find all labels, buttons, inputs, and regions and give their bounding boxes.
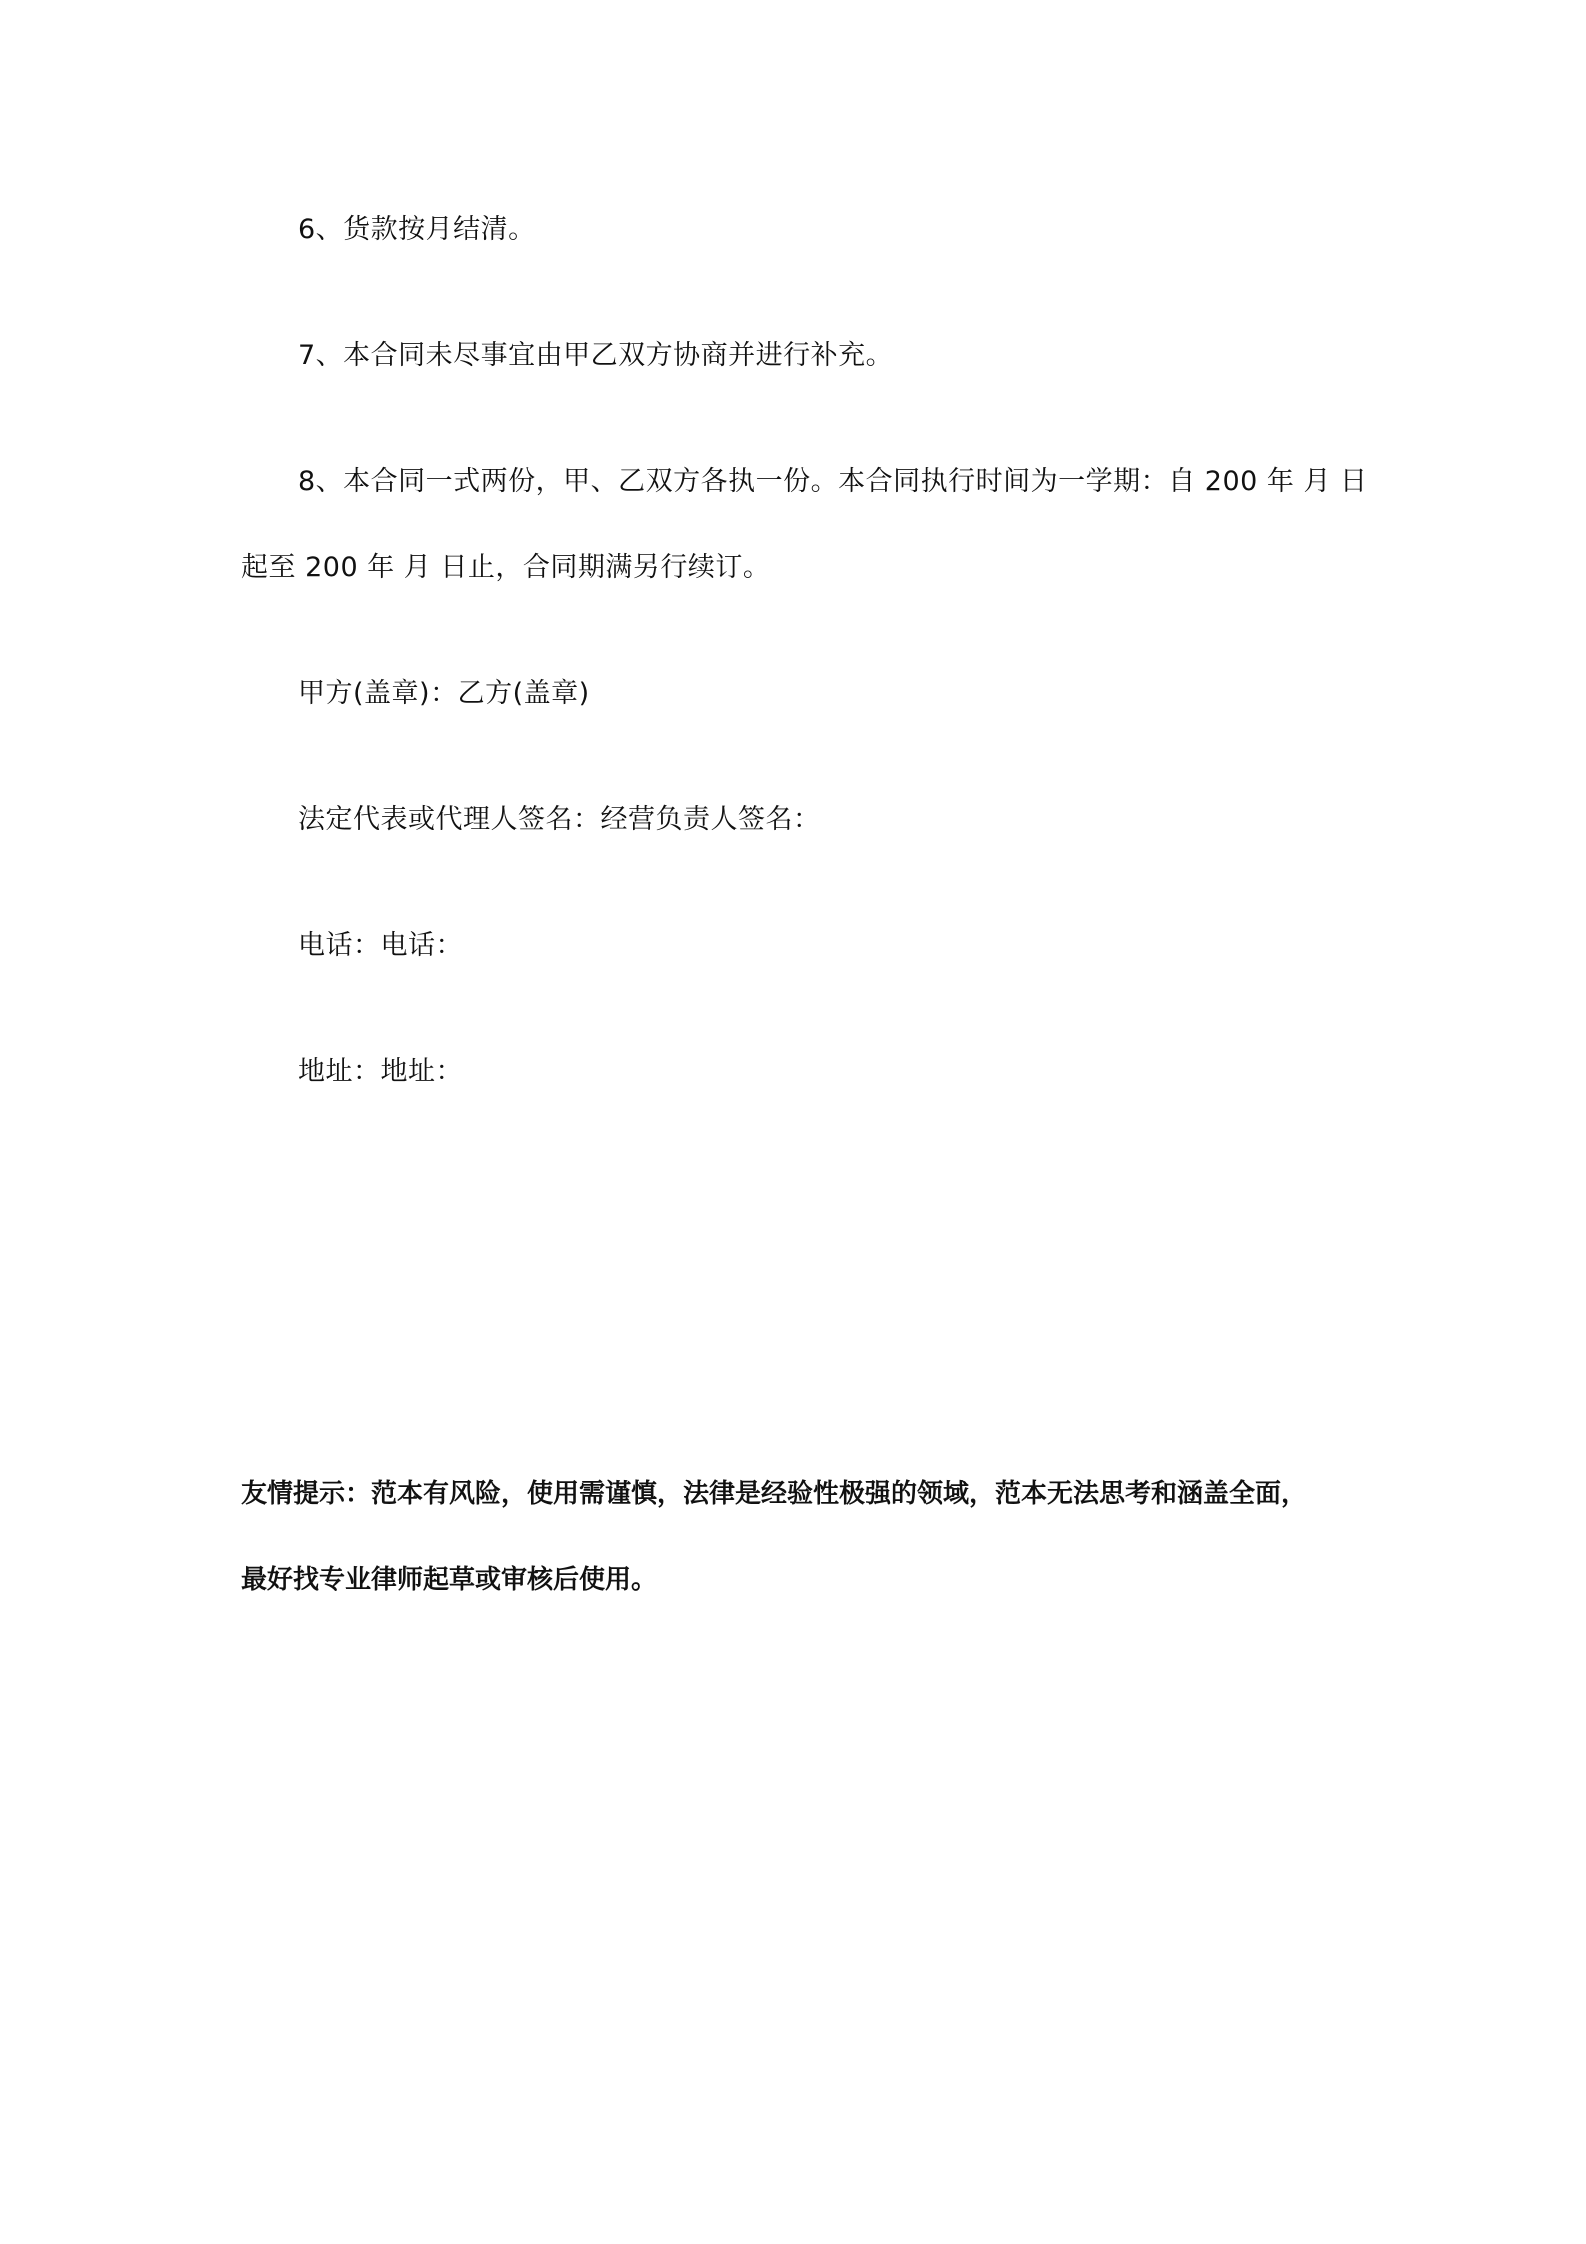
- clause-6: 6、货款按月结清。: [298, 214, 536, 245]
- clause-7: 7、本合同未尽事宜由甲乙双方协商并进行补充。: [298, 340, 894, 371]
- representative-signature-line: 法定代表或代理人签名：经营负责人签名：: [298, 804, 821, 835]
- phone-line: 电话：电话：: [298, 930, 463, 961]
- address-line: 地址：地址：: [298, 1056, 463, 1087]
- clause-8-line-2: 起至 200 年 月 日止，合同期满另行续订。: [241, 552, 771, 583]
- seal-line: 甲方(盖章)：乙方(盖章): [298, 678, 590, 709]
- notice-line-1: 友情提示：范本有风险，使用需谨慎，法律是经验性极强的领域，范本无法思考和涵盖全面，: [241, 1479, 1308, 1509]
- notice-line-2: 最好找专业律师起草或审核后使用。: [241, 1565, 658, 1595]
- clause-8-line-1: 8、本合同一式两份，甲、乙双方各执一份。本合同执行时间为一学期：自 200 年 月 日: [298, 466, 1368, 497]
